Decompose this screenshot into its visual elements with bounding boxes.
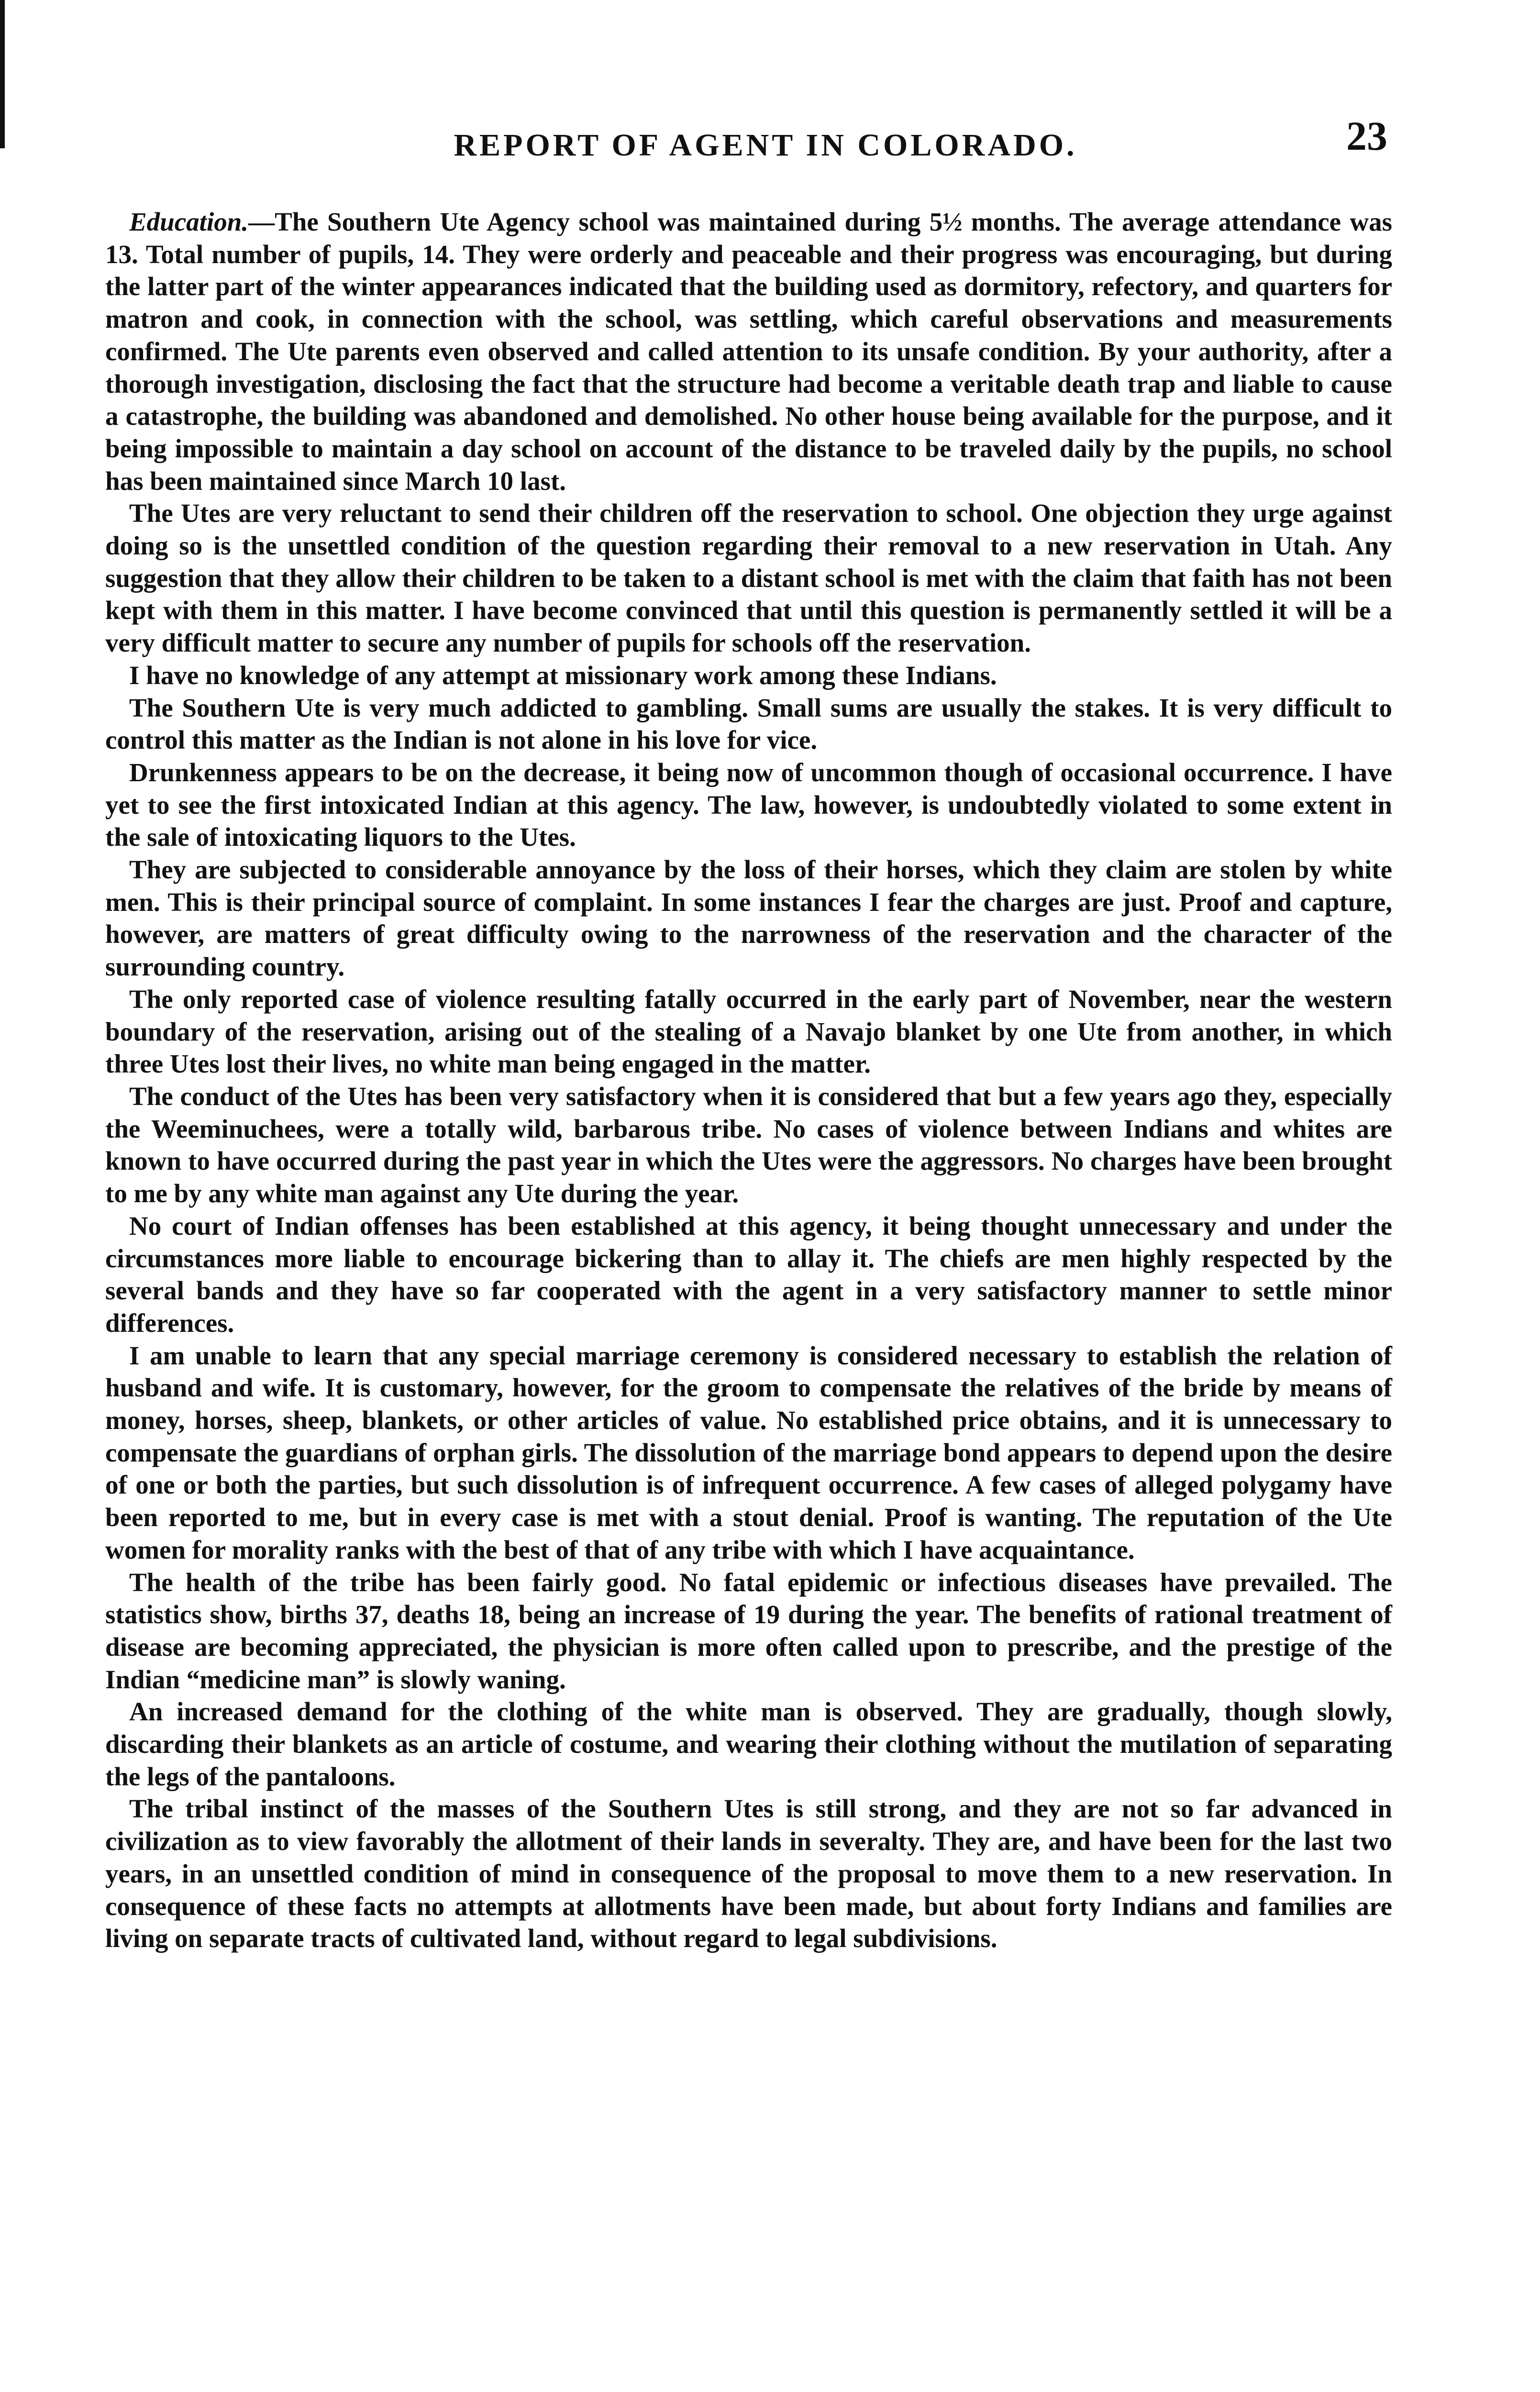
section-heading-education: Education.: [129, 207, 249, 236]
paragraph-drunkenness: Drunkenness appears to be on the decrease, it being now of uncommon though of occasional occurrence. I have yet to see the first intoxicated Indian at this agency. The law, however, is undoubtedly violated to some extent in the sale of intoxicating liquors to the Utes.: [105, 757, 1392, 852]
left-scan-edge: [0, 0, 5, 148]
running-head: REPORT OF AGENT IN COLORADO.: [454, 128, 1077, 163]
paragraph-conduct: The conduct of the Utes has been very satisfactory when it is considered that but a few years ago they, especially the Weeminuchees, were a totally wild, barbarous tribe. No cases of violence between Indians and whites are known to have occurred during the past year in which the Utes were the aggressors. No charges have been brought to me by any white man against any Ute during the year.: [105, 1081, 1392, 1208]
paragraph-allotment: The tribal instinct of the masses of the Southern Utes is still strong, and they are not so far advanced in civilization as to view favorably the allotment of their lands in severalty. They are, and have been for the last two years, in an unsettled condition of mind in consequence of the proposal to move them to a new reservation. In consequence of these facts no attempts at allotments have been made, but about forty Indians and families are living on separate tracts of cultivated land, without regard to legal subdivisions.: [105, 1794, 1392, 1953]
paragraph-health: The health of the tribe has been fairly good. No fatal epidemic or infectious diseases have prevailed. The statistics show, births 37, deaths 18, being an increase of 19 during the year. The benefits of rational treatment of disease are becoming appreciated, the physician is more often called upon to prescribe, and the prestige of the Indian “medicine man” is slowly waning.: [105, 1567, 1392, 1694]
paragraph-marriage: I am unable to learn that any special marriage ceremony is considered necessary to establish the relation of husband and wife. It is customary, however, for the groom to compensate the relatives of the bride by means of money, horses, sheep, blankets, or other articles of value. No established price obtains, and it is unnecessary to compensate the guardians of orphan girls. The dissolution of the marriage bond appears to depend upon the desire of one or both the parties, but such dissolution is of infrequent occurrence. A few cases of alleged polygamy have been reported to me, but in every case is met with a stout denial. Proof is wanting. The reputation of the Ute women for morality ranks with the best of that of any tribe with which I have acquaintance.: [105, 1340, 1392, 1564]
report-body: [105, 206, 1392, 1955]
paragraph-horse-theft: They are subjected to considerable annoyance by the loss of their horses, which they claim are stolen by white men. This is their principal source of complaint. In some instances I fear the charges are just. Proof and capture, however, are matters of great difficulty owing to the narrowness of the reservation and the character of the surrounding country.: [105, 855, 1392, 982]
paragraph-missionary-work: I have no knowledge of any attempt at missionary work among these Indians.: [129, 660, 997, 690]
paragraph-clothing: An increased demand for the clothing of the white man is observed. They are gradually, though slowly, discarding their blankets as an article of costume, and wearing their clothing without the mutilation of separating the legs of the pantaloons.: [105, 1697, 1392, 1791]
paragraph-education-text: —The Southern Ute Agency school was maintained during 5½ months. The average attendance was 13. Total number of pupils, 14. They were orderly and peaceable and their progress was encouraging, but during the latter part of the winter appearances indicated that the building used as dormitory, refectory, and quarters for matron and cook, in connection with the school, was settling, which careful observations and measurements confirmed. The Ute parents even observed and called attention to its unsafe condition. By your authority, after a thorough investigation, disclosing the fact that the structure had become a veritable death trap and liable to cause a catastrophe, the building was abandoned and demolished. No other house being available for the purpose, and it being impossible to maintain a day school on account of the distance to be traveled daily by the pupils, no school has been maintained since March 10 last.: [105, 207, 1392, 496]
paragraph-violence: The only reported case of violence resulting fatally occurred in the early part of November, near the western boundary of the reservation, arising out of the stealing of a Navajo blanket by one Ute from another, in which three Utes lost their lives, no white man being engaged in the matter.: [105, 984, 1392, 1079]
page-number: 23: [1346, 113, 1387, 159]
paragraph-court: No court of Indian offenses has been established at this agency, it being thought unnecessary and under the circumstances more liable to encourage bickering than to allay it. The chiefs are men highly respected by the several bands and they have so far cooperated with the agent in a very satisfactory manner to settle minor differences.: [105, 1211, 1392, 1338]
paragraph-gambling: The Southern Ute is very much addicted to gambling. Small sums are usually the stakes. It is very difficult to control this matter as the Indian is not alone in his love for vice.: [105, 693, 1392, 755]
paragraph-school-reluctance: The Utes are very reluctant to send their children off the reservation to school. One objection they urge against doing so is the unsettled condition of the question regarding their removal to a new reservation in Utah. Any suggestion that they allow their children to be taken to a distant school is met with the claim that faith has not been kept with them in this matter. I have become convinced that until this question is permanently settled it will be a very difficult matter to secure any number of pupils for schools off the reservation.: [105, 498, 1392, 658]
paragraph-education: [105, 206, 1392, 497]
